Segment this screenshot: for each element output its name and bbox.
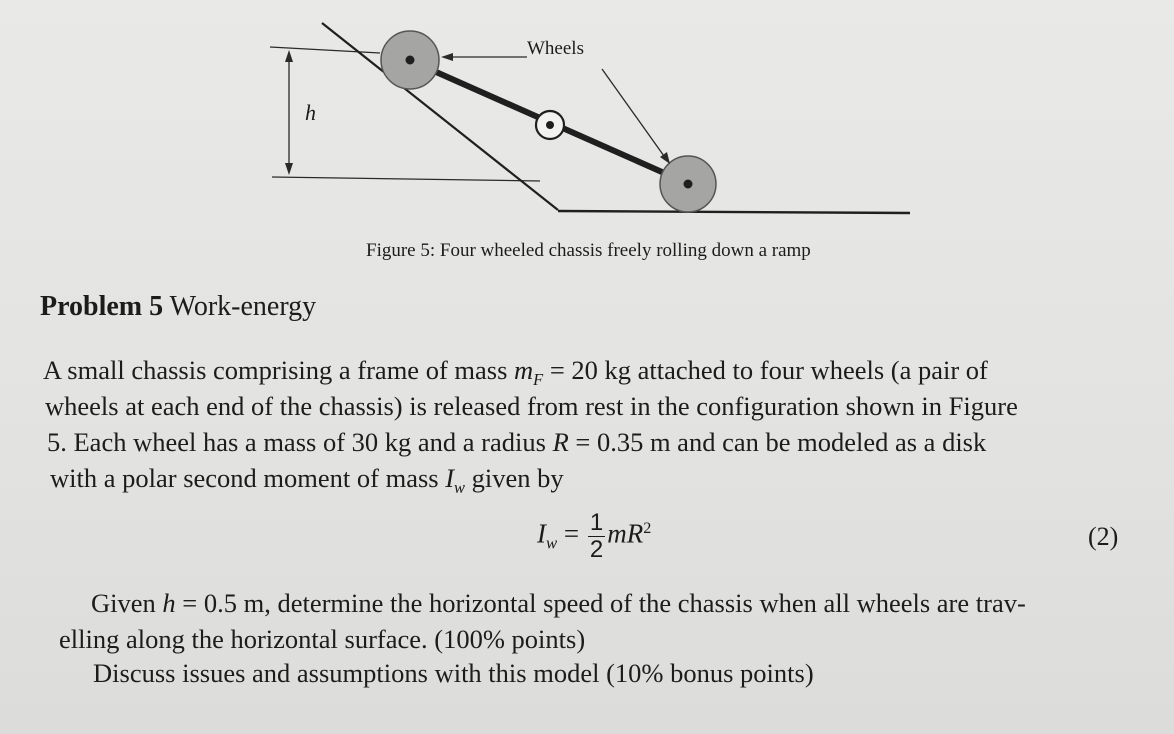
wheels-leader-right-head	[660, 152, 670, 164]
upper-wheel-axle	[406, 56, 415, 65]
text-segment: given by	[465, 463, 564, 493]
fraction-numerator: 1	[589, 509, 604, 536]
mass-symbol: m	[514, 355, 534, 385]
inertia-symbol: I	[445, 463, 455, 493]
text-segment: = 0.5 m, determine the horizontal speed of the chassis when all wheels are trav-	[175, 588, 1026, 618]
text-segment: Given	[91, 588, 163, 618]
wheels-leader-left-head	[441, 53, 453, 61]
equation-exponent: 2	[643, 518, 652, 537]
equation-fraction	[588, 510, 605, 563]
inertia-subscript: w	[454, 477, 466, 497]
paragraph-line-3	[47, 424, 986, 460]
text-segment: A small chassis comprising a frame of mass	[43, 355, 515, 385]
lower-wheel-axle	[684, 180, 693, 189]
problem-number: Problem 5	[40, 291, 164, 322]
problem-heading	[40, 291, 316, 323]
wheels-label: Wheels	[527, 38, 584, 59]
mass-subscript: F	[533, 369, 544, 389]
text-segment: 5. Each wheel has a mass of 30 kg and a radius	[47, 427, 553, 457]
ground-surface	[558, 211, 910, 213]
top-reference-line	[270, 47, 380, 53]
paragraph-line-4	[50, 460, 564, 496]
equation-equals: =	[557, 518, 586, 549]
equation-lhs-subscript: w	[546, 533, 558, 553]
text-segment: = 20 kg attached to four wheels (a pair of	[543, 355, 988, 385]
radius-symbol: R	[552, 427, 569, 457]
paragraph-line-6: elling along the horizontal surface. (100% points)	[59, 624, 586, 654]
equation-number: (2)	[1088, 522, 1119, 551]
height-label: h	[305, 100, 316, 125]
inertia-equation	[537, 510, 651, 563]
wheels-leader-right	[602, 69, 664, 156]
paragraph-line-5	[91, 585, 1026, 621]
height-symbol: h	[162, 588, 176, 618]
paragraph-line-7: Discuss issues and assumptions with this model (10% bonus points)	[93, 658, 814, 688]
base-reference-line	[272, 177, 540, 181]
fraction-denominator: 2	[589, 536, 604, 563]
paragraph-line-1	[43, 352, 988, 388]
height-arrow-bottom	[285, 163, 293, 175]
figure-caption: Figure 5: Four wheeled chassis freely rolling down a ramp	[366, 240, 811, 261]
ramp-surface	[322, 23, 558, 210]
text-segment: = 0.35 m and can be modeled as a disk	[568, 427, 987, 457]
equation-lhs: I	[537, 518, 546, 549]
problem-title: Work-energy	[169, 291, 317, 322]
equation-rhs: mR	[607, 518, 644, 549]
paragraph-line-2: wheels at each end of the chassis) is released from rest in the configuration shown in Figure	[45, 391, 1018, 421]
text-segment: with a polar second moment of mass	[50, 463, 446, 493]
height-arrow-top	[285, 50, 293, 62]
center-of-mass-dot	[546, 121, 554, 129]
